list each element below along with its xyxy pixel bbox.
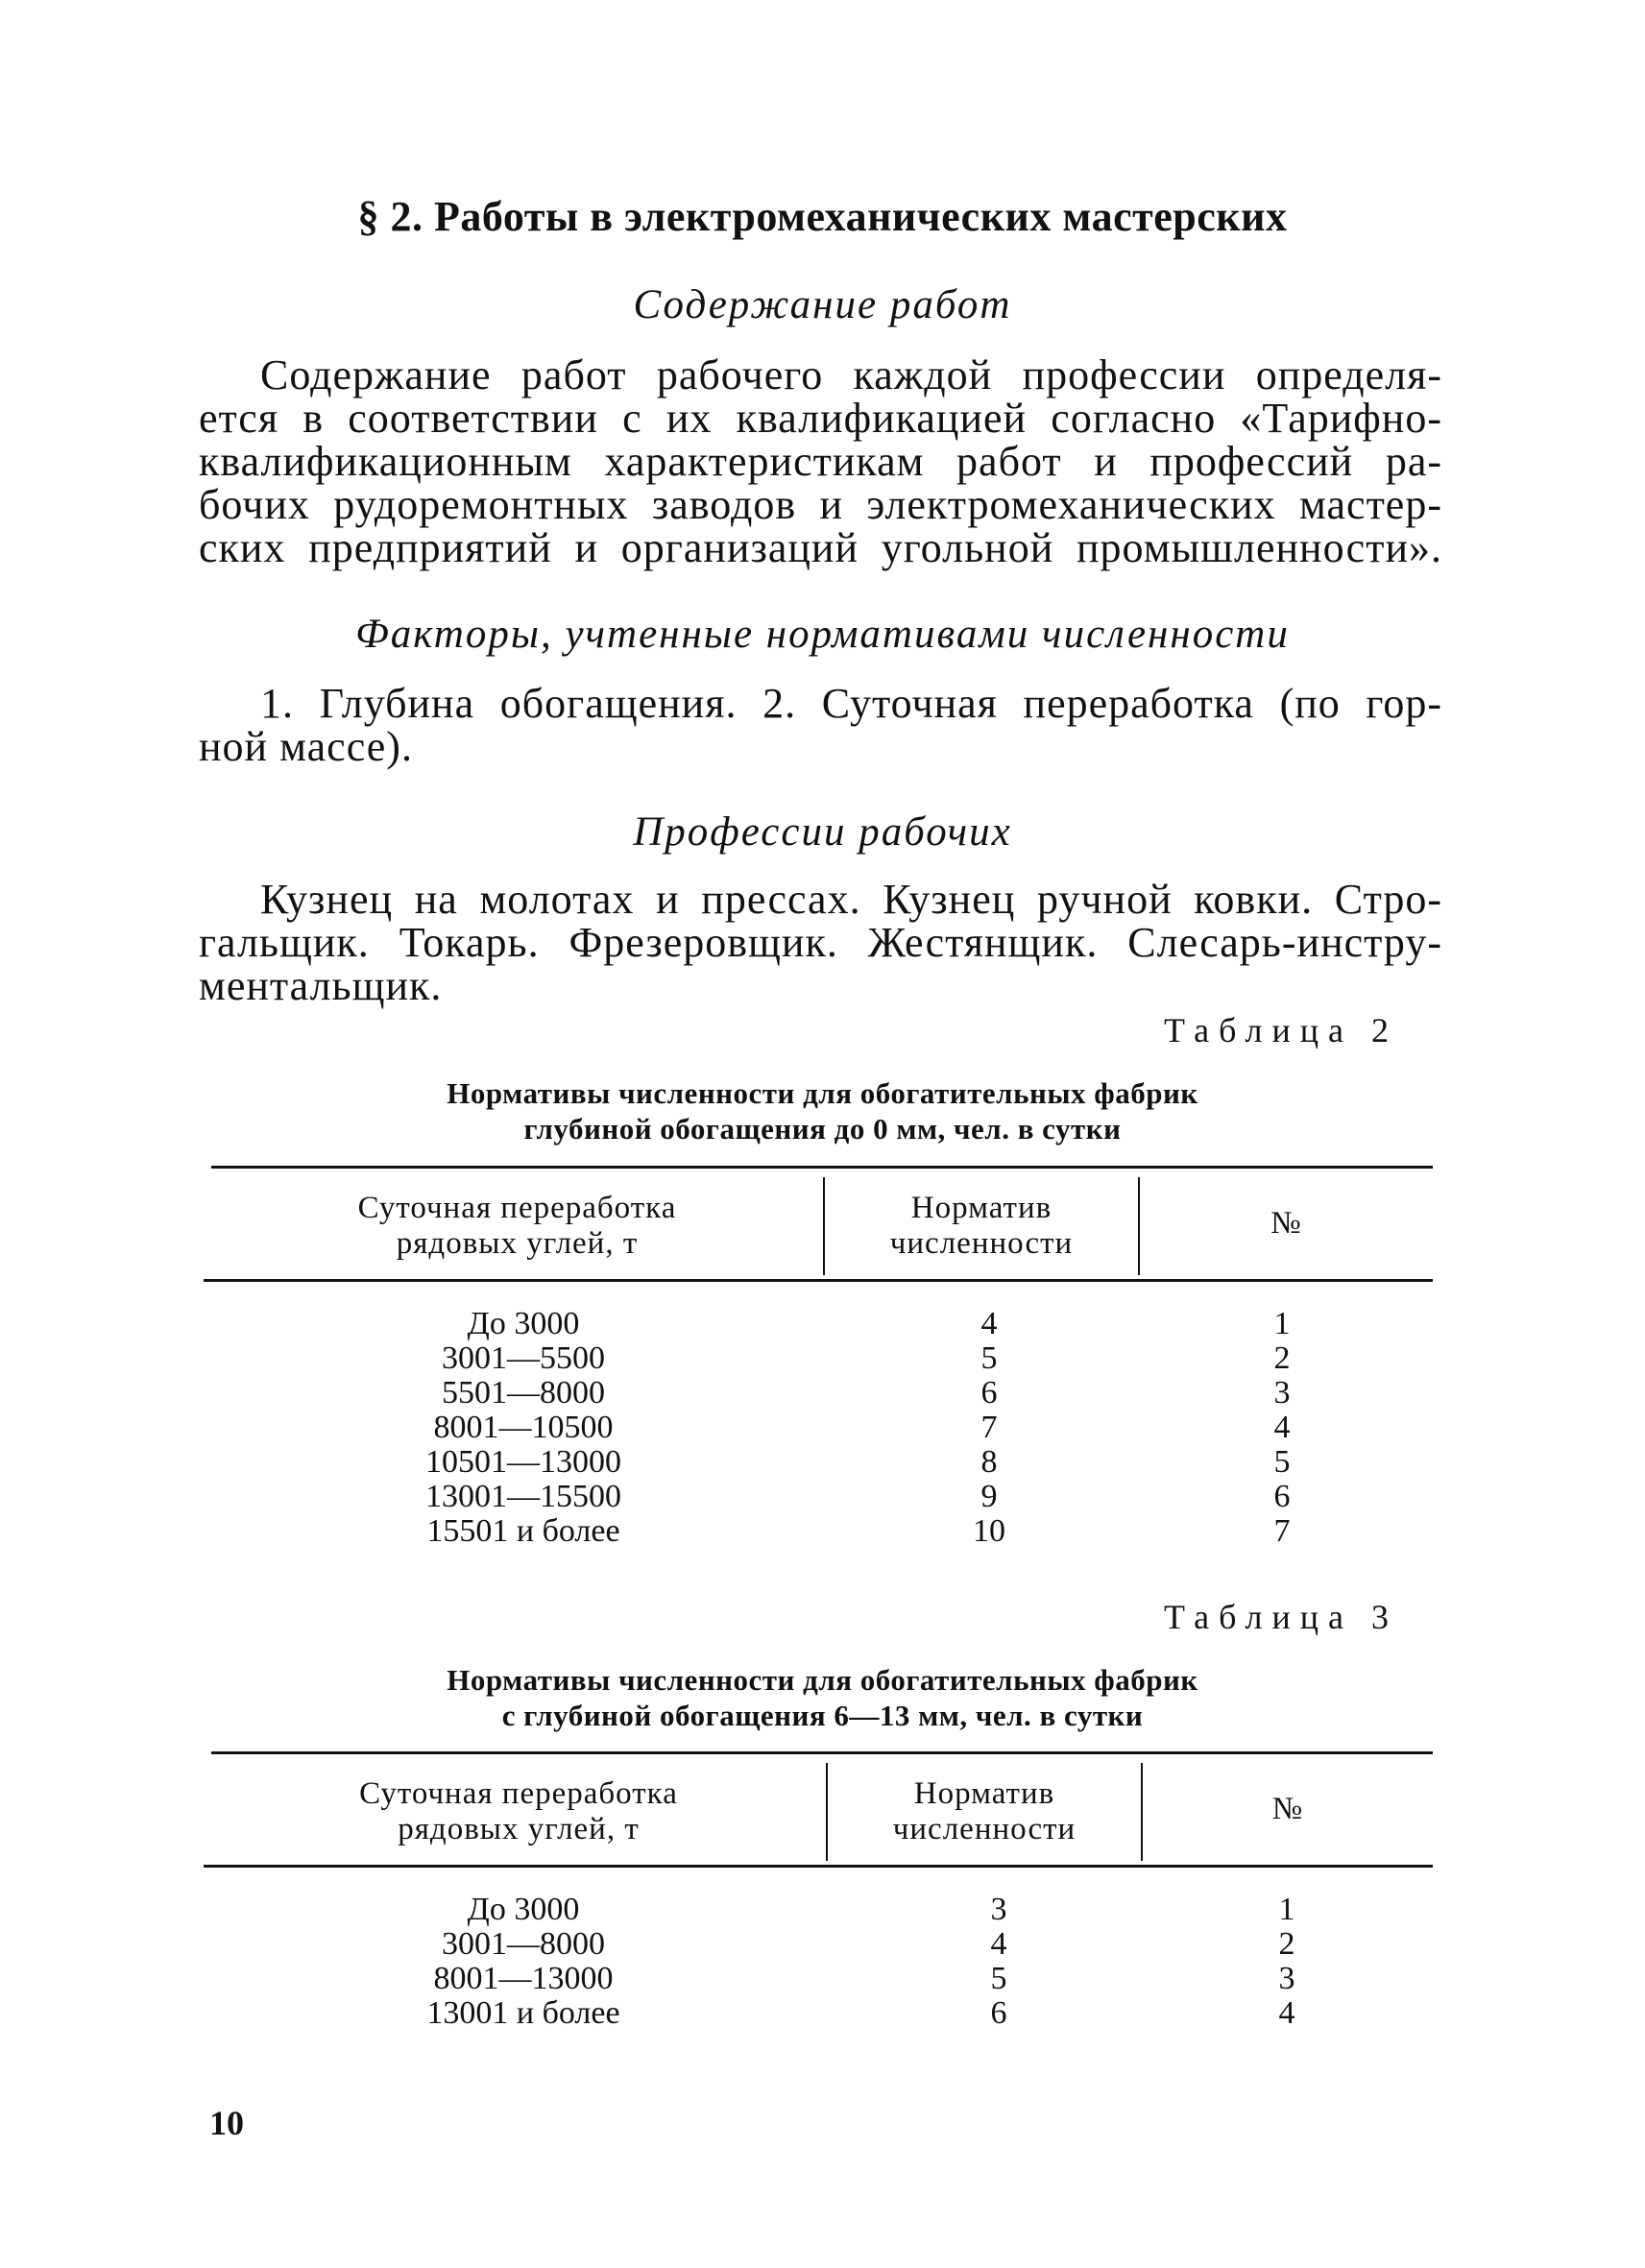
table-cell-range: 10501—13000 [425,1444,621,1480]
section-heading: § 2. Работы в электромеханических мастерских [357,193,1288,240]
content-paragraph [199,353,1442,569]
professions-subheading: Профессии рабочих [633,809,1012,855]
table-cell-range: 8001—13000 [433,1961,614,1996]
table-cell-norm: 4 [990,1926,1007,1962]
table2-top-rule [211,1166,1433,1169]
paragraph-line: 1. Глубина обогащения. 2. Суточная переработка (по гор- [260,680,1442,727]
table2-header-throughput [211,1191,823,1262]
page-number: 10 [209,2104,244,2142]
table2-header-rule [204,1279,1433,1282]
table-cell-number: 4 [1278,1995,1295,2031]
table-cell-range: До 3000 [467,1892,580,1927]
paragraph-line: ментальщик. [199,962,443,1009]
header-line: численности [889,1226,1074,1261]
factors-paragraph [199,682,1442,768]
paragraph-line: ной массе). [199,723,413,770]
table-cell-range: 13001 и более [426,1995,620,2031]
table-cell-number: 7 [1273,1513,1291,1549]
table-cell-norm: 5 [980,1340,998,1376]
header-line: численности [892,1812,1077,1846]
paragraph-line: квалификационным характеристикам работ и профессий ра- [199,438,1442,485]
table-title-line: Нормативы численности для обогатительных фабрик [447,1076,1198,1110]
header-line: Норматив [913,1776,1055,1811]
table2-header-number: № [1270,1206,1302,1241]
table-title-line: глубиной обогащения до 0 мм, чел. в сутки [523,1112,1122,1146]
table-cell-number: 2 [1273,1340,1291,1376]
table3-title [0,1662,1645,1733]
header-line: рядовых углей, т [398,1812,640,1846]
table-cell-range: До 3000 [467,1306,580,1341]
table-cell-range: 13001—15500 [425,1479,621,1514]
paragraph-line: Кузнец на молотах и прессах. Кузнец ручной ковки. Стро- [260,876,1442,923]
table2-title [0,1075,1645,1146]
header-line: Норматив [910,1191,1052,1225]
paragraph-line: гальщик. Токарь. Фрезеровщик. Жестянщик. Слесарь-инстру- [199,919,1442,966]
table3-header-rule [204,1865,1433,1868]
table-cell-number: 2 [1278,1926,1295,1962]
table-cell-range: 8001—10500 [433,1410,614,1445]
paragraph-line: ских предприятий и организаций угольной промышленности». [199,524,1442,571]
table-cell-number: 3 [1273,1375,1291,1411]
table-cell-norm: 8 [980,1444,998,1480]
paragraph-line: бочих рудоремонтных заводов и электромеханических мастер- [199,481,1442,528]
content-subheading: Содержание работ [633,282,1012,327]
paragraph-line: Содержание работ рабочего каждой профессии определя- [260,351,1442,398]
table3-header-norm [828,1776,1141,1847]
table3-header-number: № [1271,1792,1304,1826]
header-line: Суточная переработка [359,1776,678,1811]
header-line: Суточная переработка [357,1191,677,1225]
table-cell-norm: 4 [980,1306,998,1341]
table3-header-throughput [211,1776,826,1847]
table-cell-number: 1 [1278,1892,1295,1927]
table-cell-range: 3001—8000 [442,1926,605,1962]
table-cell-number: 6 [1273,1479,1291,1514]
table-cell-norm: 6 [990,1995,1007,2031]
table-cell-norm: 6 [980,1375,998,1411]
table-cell-number: 1 [1273,1306,1291,1341]
factors-subheading: Факторы, учтенные нормативами численности [355,612,1290,657]
header-line: рядовых углей, т [396,1226,639,1261]
professions-paragraph [199,878,1442,1007]
paragraph-line: ется в соответствии с их квалификацией согласно «Тарифно- [199,395,1442,442]
table3-top-rule [211,1751,1433,1754]
table-cell-number: 5 [1273,1444,1291,1480]
table-title-line: с глубиной обогащения 6—13 мм, чел. в сутки [501,1699,1144,1732]
table-cell-norm: 9 [980,1479,998,1514]
table-title-line: Нормативы численности для обогатительных фабрик [447,1663,1198,1697]
table-cell-norm: 5 [990,1961,1007,1996]
table-cell-number: 3 [1278,1961,1295,1996]
table3-label: Таблица 3 [1164,1598,1398,1636]
table-cell-range: 5501—8000 [442,1375,605,1411]
table-cell-norm: 3 [990,1892,1007,1927]
table-cell-norm: 10 [973,1513,1005,1549]
table2-header-norm [825,1191,1138,1262]
table-cell-range: 3001—5500 [442,1340,605,1376]
table2-label: Таблица 2 [1164,1011,1398,1050]
table-cell-norm: 7 [980,1410,998,1445]
table-cell-number: 4 [1273,1410,1291,1445]
table-cell-range: 15501 и более [426,1513,620,1549]
